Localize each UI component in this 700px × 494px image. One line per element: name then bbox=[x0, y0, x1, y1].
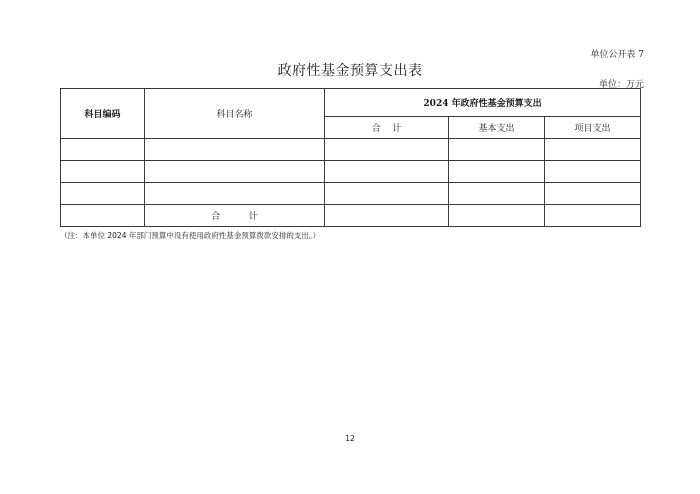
footnote: （注：本单位 2024 年部门预算中没有使用政府性基金预算拨款安排的支出。） bbox=[60, 231, 321, 240]
sum-cell-code bbox=[61, 205, 145, 227]
col-header-code: 科目编码 bbox=[61, 89, 145, 139]
table-row bbox=[61, 139, 641, 161]
cell-name bbox=[145, 161, 325, 183]
col-header-total: 合 计 bbox=[325, 117, 449, 139]
cell-project bbox=[545, 183, 641, 205]
table-row bbox=[61, 183, 641, 205]
cell-code bbox=[61, 139, 145, 161]
col-header-name: 科目名称 bbox=[145, 89, 325, 139]
cell-basic bbox=[449, 161, 545, 183]
header-row bbox=[61, 89, 641, 117]
table-row bbox=[61, 161, 641, 183]
col-header-basic: 基本支出 bbox=[449, 117, 545, 139]
cell-total bbox=[325, 139, 449, 161]
cell-code bbox=[61, 161, 145, 183]
group-header: 2024 年政府性基金预算支出 bbox=[325, 89, 641, 117]
sum-total bbox=[325, 205, 449, 227]
page-title: 政府性基金预算支出表 bbox=[277, 63, 423, 79]
sum-label: 合 计 bbox=[145, 205, 325, 227]
cell-code bbox=[61, 183, 145, 205]
cell-name bbox=[145, 139, 325, 161]
cell-basic bbox=[449, 183, 545, 205]
cell-project bbox=[545, 161, 641, 183]
page-number: 12 bbox=[345, 434, 355, 443]
sum-basic bbox=[449, 205, 545, 227]
cell-name bbox=[145, 183, 325, 205]
sum-project bbox=[545, 205, 641, 227]
col-header-project: 项目支出 bbox=[545, 117, 641, 139]
cell-project bbox=[545, 139, 641, 161]
form-number: 单位公开表 7 bbox=[590, 50, 644, 60]
cell-total bbox=[325, 183, 449, 205]
sum-row bbox=[61, 205, 641, 227]
budget-table bbox=[60, 88, 641, 227]
cell-total bbox=[325, 161, 449, 183]
cell-basic bbox=[449, 139, 545, 161]
unit-label: 单位：万元 bbox=[598, 80, 644, 90]
